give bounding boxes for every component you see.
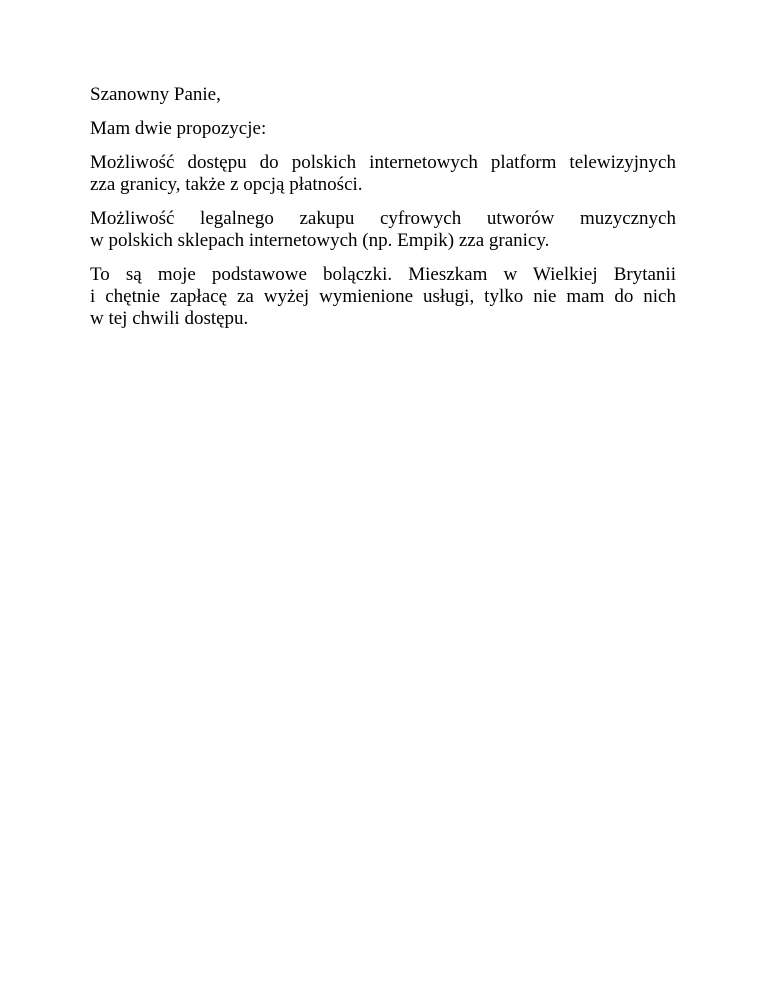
proposal-2-line-2: w polskich sklepach internetowych (np. Empik) zza granicy. (90, 230, 550, 251)
closing-line-2: i chętnie zapłacę za wyżej wymienione usługi, tylko nie mam do nich (90, 286, 676, 307)
proposal-2-line-1: Możliwość legalnego zakupu cyfrowych utworów muzycznych (90, 208, 676, 229)
closing-line-1: To są moje podstawowe bolączki. Mieszkam w Wielkiej Brytanii (90, 264, 676, 285)
proposal-2-paragraph (90, 208, 676, 252)
closing-paragraph (90, 264, 676, 330)
intro-text: Mam dwie propozycje: (90, 118, 267, 139)
proposal-1-line-1: Możliwość dostępu do polskich internetowych platform telewizyjnych (90, 152, 676, 173)
proposal-1-line-2: zza granicy, także z opcją płatności. (90, 174, 363, 195)
closing-line-3: w tej chwili dostępu. (90, 308, 249, 329)
greeting (90, 84, 676, 106)
greeting-text: Szanowny Panie, (90, 84, 221, 105)
intro-paragraph (90, 118, 676, 140)
proposal-1-paragraph (90, 152, 676, 196)
letter-body (90, 84, 676, 342)
